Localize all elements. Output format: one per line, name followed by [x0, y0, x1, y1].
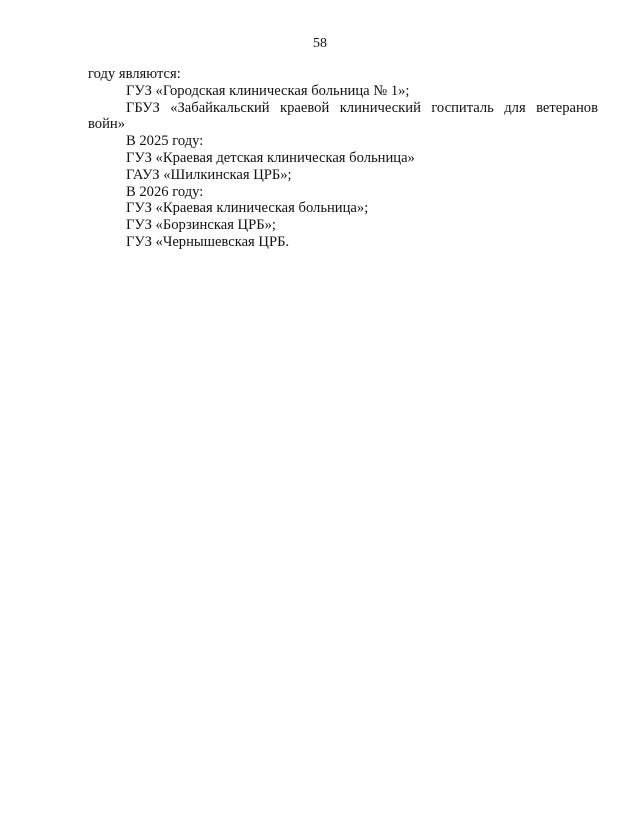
text-line-year-2026: В 2026 году:: [126, 183, 204, 200]
text-line-borzya-crb: ГУЗ «Борзинская ЦРБ»;: [126, 217, 276, 234]
text-line-shilka-crb: ГАУЗ «Шилкинская ЦРБ»;: [126, 166, 292, 183]
text-line-chernyshevsk-crb: ГУЗ «Чернышевская ЦРБ.: [126, 233, 290, 250]
text-line-veterans-hospital-end: войн»: [88, 116, 126, 133]
document-body: [88, 66, 598, 251]
text-line-continuation: году являются:: [88, 66, 181, 82]
text-line-children-hospital: ГУЗ «Краевая детская клиническая больница»: [126, 149, 415, 166]
page-number: 58: [313, 36, 327, 51]
text-line-year-2025: В 2025 году:: [126, 133, 204, 150]
text-line-veterans-hospital: ГБУЗ «Забайкальский краевой клинический госпиталь для ветеранов: [126, 99, 598, 116]
text-line-regional-hospital: ГУЗ «Краевая клиническая больница»;: [126, 200, 369, 217]
text-line-hospital-1: ГУЗ «Городская клиническая больница № 1»;: [126, 82, 410, 99]
